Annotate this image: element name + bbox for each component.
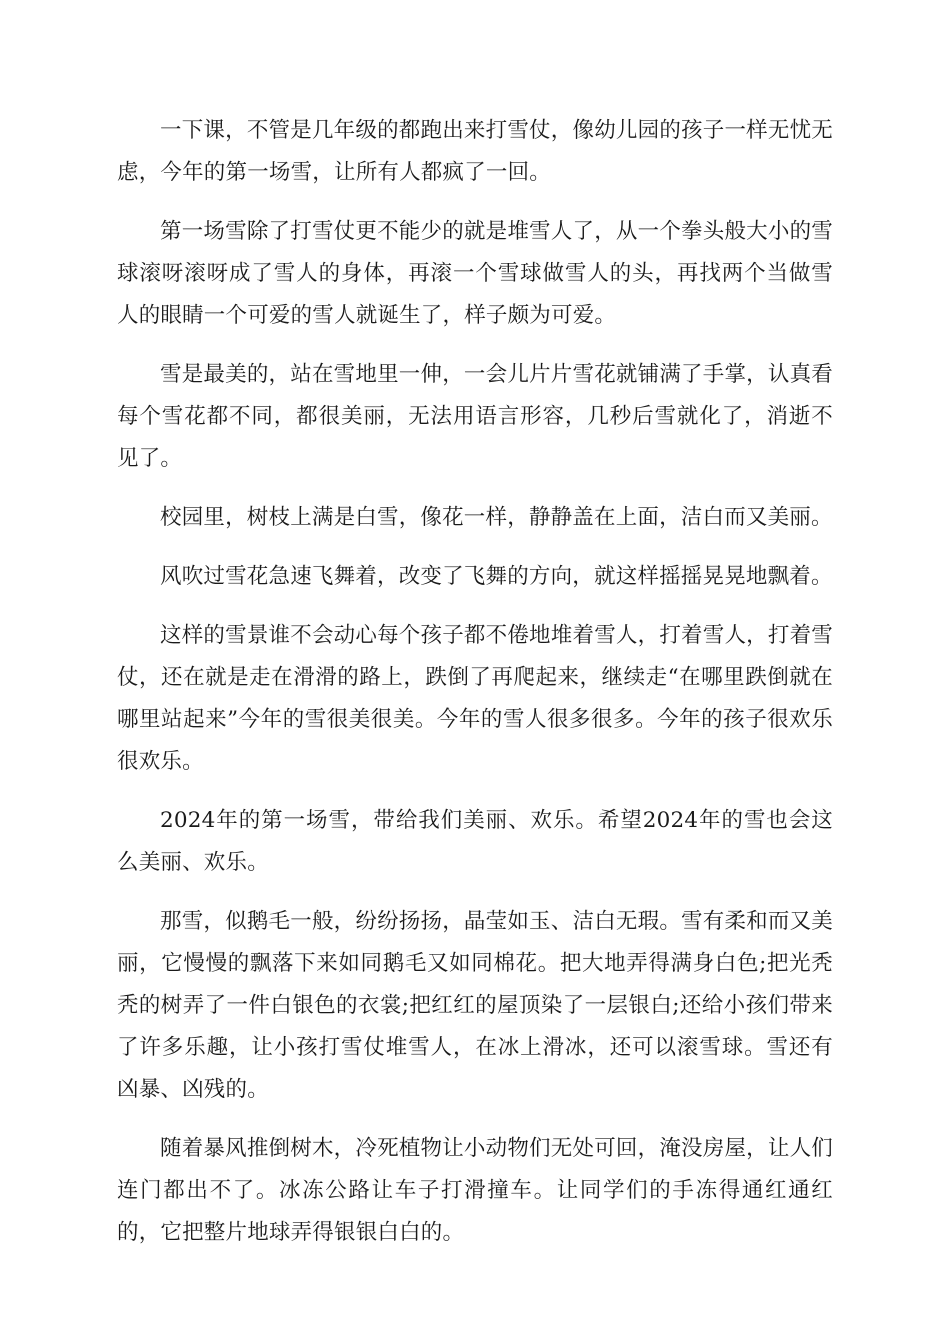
document-body [117,110,833,1271]
paragraph-3: 雪是最美的，站在雪地里一伸，一会儿片片雪花就铺满了手掌，认真看每个雪花都不同，都很美丽，无法用语言形容，几秒后雪就化了，消逝不见了。 [117,362,833,471]
paragraph-1: 一下课，不管是几年级的都跑出来打雪仗，像幼儿园的孩子一样无忧无虑，今年的第一场雪，让所有人都疯了一回。 [117,118,833,185]
paragraph-8: 那雪，似鹅毛一般，纷纷扬扬，晶莹如玉、洁白无瑕。雪有柔和而又美丽，它慢慢的飘落下来如同鹅毛又如同棉花。把大地弄得满身白色;把光秃秃的树弄了一件白银色的衣裳;把红红的屋顶染了一层银白;还给小孩们带来了许多乐趣，让小孩打雪仗堆雪人，在冰上滑冰，还可以滚雪球。雪还有凶暴、凶残的。 [117,909,833,1102]
paragraph-6: 这样的雪景谁不会动心每个孩子都不倦地堆着雪人，打着雪人，打着雪仗，还在就是走在滑滑的路上，跌倒了再爬起来，继续走“在哪里跌倒就在哪里站起来”今年的雪很美很美。今年的雪人很多很多。今年的孩子很欢乐很欢乐。 [117,623,833,774]
paragraph-9: 随着暴风推倒树木，冷死植物让小动物们无处可回，淹没房屋，让人们连门都出不了。冰冻公路让车子打滑撞车。让同学们的手冻得通红通红的，它把整片地球弄得银银白白的。 [117,1136,833,1245]
paragraph-2: 第一场雪除了打雪仗更不能少的就是堆雪人了，从一个拳头般大小的雪球滚呀滚呀成了雪人的身体，再滚一个雪球做雪人的头，再找两个当做雪人的眼睛一个可爱的雪人就诞生了，样子颇为可爱。 [117,219,833,328]
paragraph-7: 2024年的第一场雪，带给我们美丽、欢乐。希望2024年的雪也会这么美丽、欢乐。 [117,808,833,875]
paragraph-5: 风吹过雪花急速飞舞着，改变了飞舞的方向，就这样摇摇晃晃地飘着。 [160,564,833,589]
paragraph-4: 校园里，树枝上满是白雪，像花一样，静静盖在上面，洁白而又美丽。 [160,505,833,530]
